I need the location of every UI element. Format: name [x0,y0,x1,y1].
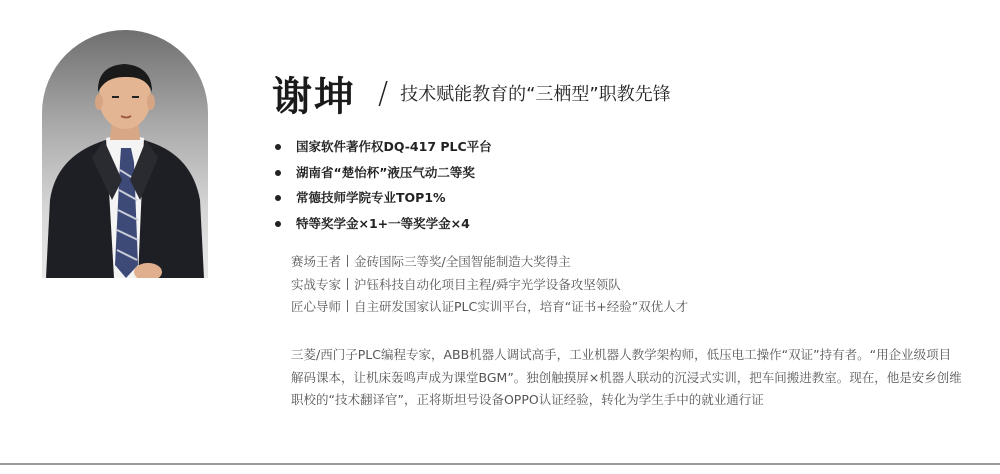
bio-line: 职校的“技术翻译官”，正将斯坦号设备OPPO认证经验，转化为学生手中的就业通行证 [291,392,764,407]
biography [291,344,996,412]
honor-item: 湖南省“楚怡杯”液压气动二等奖 [272,163,492,189]
person-name: 谢坤 [272,73,356,120]
role-divider [347,255,348,267]
role-description: 沪钰科技自动化项目主程/舜宇光学设备攻坚领队 [354,276,621,292]
title-separator: / [378,75,389,111]
honor-item: 特等奖学金×1+一等奖学金×4 [272,214,492,240]
bio-line: 解码课本，让机床轰鸣声成为课堂BGM”。独创触摸屏×机器人联动的沉浸式实训，把车间搬进教室。现在，他是安乡创维 [291,369,962,385]
role-title: 实战专家 [291,276,342,292]
honor-item: 国家软件著作权DQ-417 PLC平台 [272,137,492,163]
roles-list [291,253,688,321]
role-description: 金砖国际三等奖/全国智能制造大奖得主 [354,254,571,269]
portrait-illustration [42,30,208,278]
role-item [291,253,688,276]
person-tagline: 技术赋能教育的“三栖型”职教先锋 [400,84,671,105]
role-divider [347,300,348,312]
profile-header [272,64,671,122]
role-title: 匠心导师 [291,299,342,314]
honor-item: 常德技师学院专业TOP1% [272,188,492,214]
honors-list [272,137,492,239]
role-item [291,276,688,299]
bio-line: 三菱/西门子PLC编程专家，ABB机器人调试高手，工业机器人教学架构师，低压电工操作“双证”持有者。“用企业级项目 [291,347,952,362]
role-divider [347,278,348,290]
role-item [291,298,688,321]
profile-photo [42,30,208,278]
role-description: 自主研发国家认证PLC实训平台，培育“证书+经验”双优人才 [354,299,689,314]
role-title: 赛场王者 [291,254,342,269]
bottom-divider [0,463,1000,465]
